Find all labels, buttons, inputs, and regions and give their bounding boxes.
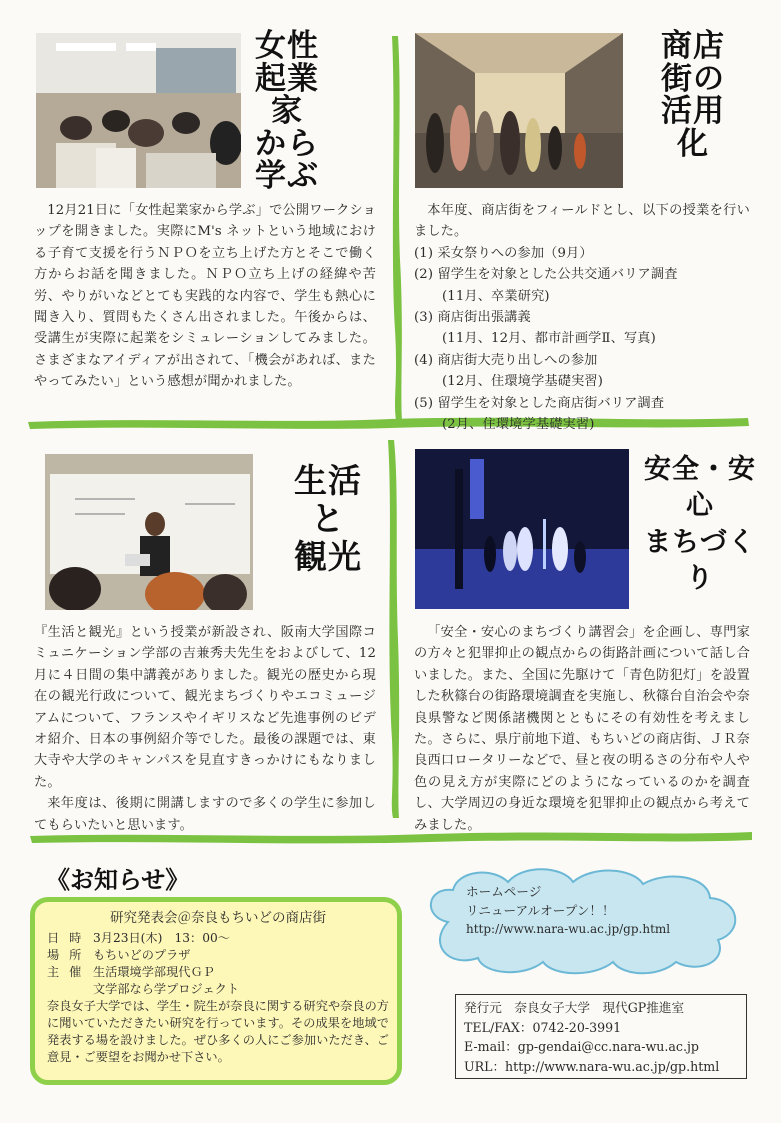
notice-title: 研究発表会＠奈良もちいどの商店街 [110, 910, 326, 926]
vertical-divider-lower [388, 440, 399, 818]
homepage-announcement [466, 882, 670, 939]
title-safe-town [640, 452, 760, 598]
title-line: 安全・安心 [644, 454, 756, 522]
paragraph: 『生活と観光』という授業が新設され、阪南大学国際コミュニケーション学部の吉兼秀夫先生をおよびして、12月に４日間の集中講義がありました。観光の歴史から現在の観光行政について、観光まちづくりやエコミュージアムについて、フランスやイギリスなど先進事例のビデオ紹介、日本の事例紹介等でした。最後の課題では、東大寺や大学のキャンパスを見直すきっかけにもなりました。 [34, 625, 376, 790]
tel-fax: TEL/FAX：0742-20-3991 [464, 1019, 622, 1035]
publisher: 発行元 奈良女子大学 現代GP推進室 [464, 1000, 685, 1015]
title-line: 起業家 [255, 60, 319, 130]
class-list [414, 243, 750, 436]
email-link[interactable]: E-mail：gp-gendai@cc.nara-wu.ac.jp [464, 1039, 699, 1054]
safety-body [414, 622, 750, 836]
list-item: (2) 留学生を対象とした公共交通バリア調査 (11月、卒業研究) [414, 267, 678, 304]
women-body [34, 200, 376, 393]
info-row: 主催 生活環境学部現代ＧＰ [47, 965, 215, 979]
list-item: (4) 商店街大売り出しへの参加 (12月、住環境学基礎実習) [414, 352, 604, 390]
title-life-tourism [288, 462, 368, 576]
homepage-line: リニューアルオープン！！ [466, 903, 615, 918]
notice-description: 奈良女子大学では、学生・院生が奈良に関する研究や奈良の方に聞いていただきたい研究を行っています。その成果を地域で発表する場を設けました。ぜひ多くの人にご参加いただき、ご意見・ご要望をお聞かせ下さい。 [47, 999, 389, 1064]
paragraph: 来年度は、後期に開講しますので多くの学生に参加してもらいたいと思います。 [34, 796, 376, 833]
title-shopping-street [650, 30, 736, 160]
info-row: 場所 もちいどのプラザ [47, 948, 191, 962]
vertical-divider-upper [392, 36, 402, 420]
photo-night-street [415, 449, 629, 609]
info-row: 日時 3月23日(木) 13：00〜 [47, 931, 230, 945]
list-item: (3) 商店街出張講義 (11月、12月、都市計画学Ⅱ、写真) [414, 310, 656, 347]
info-row: 文学部なら学プロジェクト [93, 982, 240, 996]
title-line: まちづくり [644, 526, 756, 595]
shopping-body [414, 200, 750, 435]
homepage-url-link[interactable]: http://www.nara-wu.ac.jp/gp.html [466, 922, 671, 936]
title-line: と [311, 498, 345, 538]
paragraph: 本年度、商店街をフィールドとし、以下の授業を行いました。 [414, 203, 750, 240]
title-line: から [255, 125, 319, 162]
photo-workshop-classroom [36, 33, 241, 188]
notice-heading: 《お知らせ》 [46, 866, 190, 894]
title-line: 活用化 [661, 93, 725, 162]
list-item: (1) 采女祭りへの参加（9月） [414, 245, 593, 261]
title-line: 生活 [294, 461, 362, 500]
contact-box [455, 994, 747, 1079]
list-item: (5) 留学生を対象とした商店街バリア調査 (2月、住環境学基礎実習) [414, 395, 665, 433]
notice-box [30, 897, 402, 1085]
tourism-body [34, 622, 376, 836]
photo-shopping-arcade [415, 33, 623, 188]
title-women-entrepreneurs [248, 30, 326, 193]
paragraph: 12月21日に「女性起業家から学ぶ」で公開ワークショップを開きました。実際にM's ネットという地域における子育て支援を行うＮＰＯを立ち上げた方とそこで働く方からお話を聞きました。ＮＰＯ立ち上げの経緯や苦労、やりがいなどとても実践的な内容で、学生も熱心に聞き入り、質問もたくさん出されました。午後からは、受講生が実際に起業をシミュレーションしてみました。さまざまなアイディアが出されて、「機会があれば、またやってみたい」という感想が聞かれました。 [34, 203, 376, 390]
title-line: 女性 [255, 28, 319, 64]
title-line: 街の [661, 60, 725, 97]
title-line: 学ぶ [255, 158, 319, 195]
paragraph: 「安全・安心のまちづくり講習会」を企画し、専門家の方々と犯罪抑止の観点からの街路計画について話し合いました。また、全国に先駆けて「青色防犯灯」を設置した秋篠台の街路環境調査を実施し、秋篠台自治会や奈良県警など関係諸機関とともにその有効性を考えました。さらに、県庁前地下道、もちいどの商店街、ＪＲ奈良西口ロータリーなどで、昼と夜の明るさの分布や人や色の見え方が実際にどのようになっているのかを調査し、大学周辺の身近な環境を犯罪抑止の観点から考えてみました。 [414, 625, 750, 833]
title-line: 商店 [661, 28, 725, 64]
photo-lecture [45, 454, 253, 610]
url-link[interactable]: URL：http://www.nara-wu.ac.jp/gp.html [464, 1058, 720, 1074]
homepage-line: ホームページ [466, 884, 542, 899]
title-line: 観光 [294, 536, 362, 576]
